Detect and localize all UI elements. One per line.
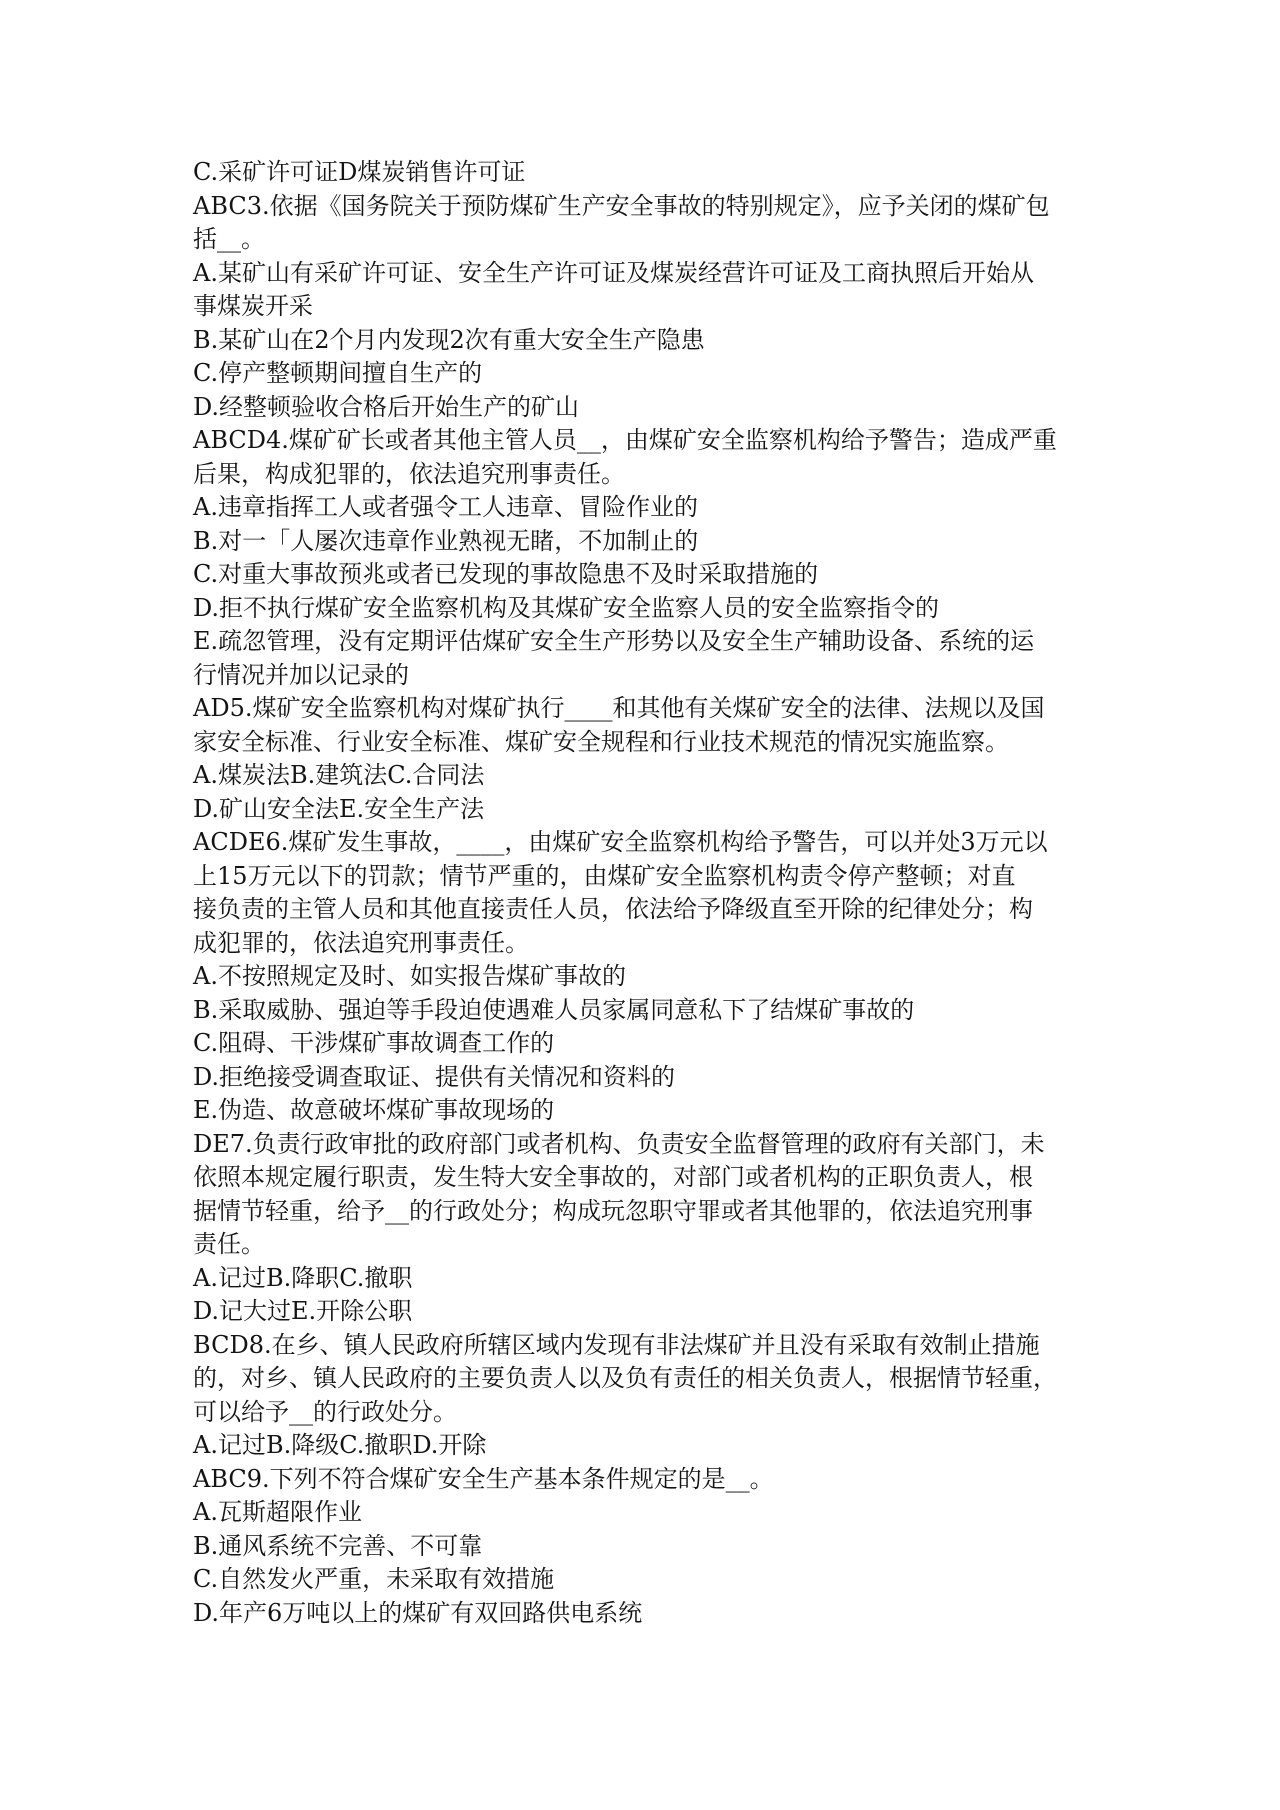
document-line: D.矿山安全法E.安全生产法 bbox=[193, 794, 485, 823]
document-line: B.采取威胁、强迫等手段迫使遇难人员家属同意私下了结煤矿事故的 bbox=[193, 995, 915, 1024]
document-line: D.拒绝接受调查取证、提供有关情况和资料的 bbox=[193, 1062, 676, 1091]
document-line: B.通风系统不完善、不可靠 bbox=[193, 1531, 483, 1560]
document-line: 事煤炭开采 bbox=[193, 292, 313, 320]
document-line: 括__。 bbox=[193, 225, 265, 253]
document-line: ABCD4.煤矿矿长或者其他主管人员__，由煤矿安全监察机构给予警告；造成严重 bbox=[193, 426, 1057, 454]
document-line: C.自然发火严重，未采取有效措施 bbox=[193, 1565, 555, 1593]
document-line: B.对一「人屡次违章作业熟视无睹，不加制止的 bbox=[193, 526, 699, 555]
document-line: E.疏忽管理，没有定期评估煤矿安全生产形势以及安全生产辅助设备、系统的运 bbox=[193, 627, 1035, 655]
document-line: 据情节轻重，给予__的行政处分；构成玩忽职守罪或者其他罪的，依法追究刑事 bbox=[193, 1196, 1033, 1225]
document-line: C.对重大事故预兆或者已发现的事故隐患不及时采取措施的 bbox=[193, 560, 819, 588]
document-line: AD5.煤矿安全监察机构对煤矿执行____和其他有关煤矿安全的法律、法规以及国 bbox=[193, 694, 1045, 722]
document-line: 的，对乡、镇人民政府的主要负责人以及负有责任的相关负责人，根据情节轻重， bbox=[193, 1364, 1057, 1392]
document-line: A.瓦斯超限作业 bbox=[193, 1498, 362, 1526]
document-line: DE7.负责行政审批的政府部门或者机构、负责安全监督管理的政府有关部门，未 bbox=[193, 1129, 1045, 1158]
document-line: 依照本规定履行职责，发生特大安全事故的，对部门或者机构的正职负责人，根 bbox=[193, 1163, 1033, 1191]
document-line: B.某矿山在2个月内发现2次有重大安全生产隐患 bbox=[193, 325, 705, 354]
document-line: E.伪造、故意破坏煤矿事故现场的 bbox=[193, 1096, 555, 1124]
document-line: D.年产6万吨以上的煤矿有双回路供电系统 bbox=[193, 1598, 643, 1627]
document-line: 上15万元以下的罚款；情节严重的，由煤矿安全监察机构责令停产整顿；对直 bbox=[193, 861, 1016, 890]
document-line: 成犯罪的，依法追究刑事责任。 bbox=[193, 928, 529, 957]
document-line: 家安全标准、行业安全标准、煤矿安全规程和行业技术规范的情况实施监察。 bbox=[193, 727, 1009, 756]
document-line: 可以给予__的行政处分。 bbox=[193, 1397, 457, 1426]
document-line: ABC3.依据《国务院关于预防煤矿生产安全事故的特别规定》，应予关闭的煤矿包 bbox=[193, 191, 1050, 220]
document-line: A.某矿山有采矿许可证、安全生产许可证及煤炭经营许可证及工商执照后开始从 bbox=[193, 258, 1034, 287]
document-line: ACDE6.煤矿发生事故，____，由煤矿安全监察机构给予警告，可以并处3万元以 bbox=[193, 828, 1048, 856]
document-line: 后果，构成犯罪的，依法追究刑事责任。 bbox=[193, 459, 625, 488]
document-line: ABC9.下列不符合煤矿安全生产基本条件规定的是__。 bbox=[193, 1464, 774, 1493]
document-line: 责任。 bbox=[193, 1230, 265, 1258]
document-line: A.记过B.降职C.撤职 bbox=[193, 1263, 413, 1292]
document-line: A.记过B.降级C.撤职D.开除 bbox=[193, 1431, 487, 1459]
document-line: A.煤炭法B.建筑法C.合同法 bbox=[193, 761, 485, 789]
document-body bbox=[193, 156, 1093, 1630]
document-line: C.采矿许可证D煤炭销售许可证 bbox=[193, 158, 526, 186]
document-line: BCD8.在乡、镇人民政府所辖区域内发现有非法煤矿并且没有采取有效制止措施 bbox=[193, 1330, 1040, 1359]
document-line: D.记大过E.开除公职 bbox=[193, 1297, 413, 1325]
document-line: A.违章指挥工人或者强令工人违章、冒险作业的 bbox=[193, 493, 698, 521]
document-line: C.停产整顿期间擅自生产的 bbox=[193, 359, 483, 387]
document-line: D.拒不执行煤矿安全监察机构及其煤矿安全监察人员的安全监察指令的 bbox=[193, 593, 940, 622]
document-line: 行情况并加以记录的 bbox=[193, 660, 409, 689]
document-line: C.阻碍、干涉煤矿事故调查工作的 bbox=[193, 1029, 555, 1057]
document-line: A.不按照规定及时、如实报告煤矿事故的 bbox=[193, 962, 626, 990]
document-line: 接负责的主管人员和其他直接责任人员，依法给予降级直至开除的纪律处分；构 bbox=[193, 895, 1033, 923]
document-line: D.经整顿验收合格后开始生产的矿山 bbox=[193, 392, 580, 421]
